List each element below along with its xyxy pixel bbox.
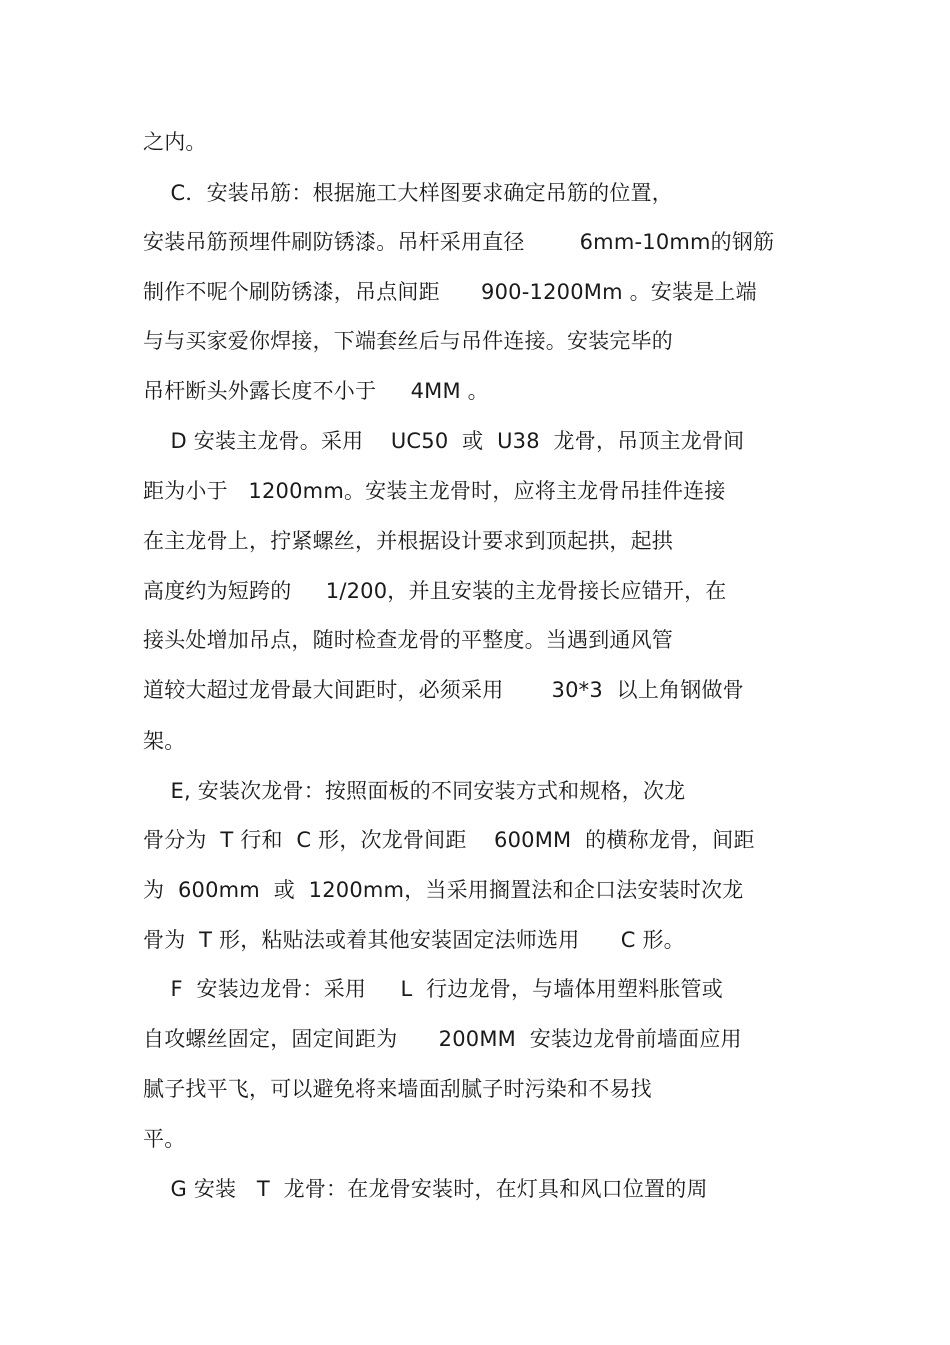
- text-line: 与与买家爱你焊接，下端套丝后与吊件连接。安装完毕的: [143, 329, 673, 353]
- text-line: 为 600mm 或 1200mm，当采用搁置法和企口法安装时次龙: [143, 878, 744, 902]
- text-line: 高度约为短跨的 1/200，并且安装的主龙骨接长应错开，在: [143, 579, 727, 603]
- text-line: 距为小于 1200mm。安装主龙骨时，应将主龙骨吊挂件连接: [143, 479, 726, 503]
- text-line: E, 安装次龙骨：按照面板的不同安装方式和规格，次龙: [143, 779, 686, 803]
- text-line: 骨分为 T 行和 C 形，次龙骨间距 600MM 的横称龙骨，间距: [143, 828, 755, 852]
- text-line: 道较大超过龙骨最大间距时，必须采用 30*3 以上角钢做骨: [143, 678, 744, 702]
- text-line: 接头处增加吊点，随时检查龙骨的平整度。当遇到通风管: [143, 628, 673, 652]
- text-line: C．安装吊筋：根据施工大样图要求确定吊筋的位置，: [143, 181, 673, 205]
- text-line: 安装吊筋预埋件刷防锈漆。吊杆采用直径 6mm-10mm的钢筋: [143, 230, 775, 254]
- text-line: 制作不呢个刷防锈漆，吊点间距 900-1200Mm 。安装是上端: [143, 280, 757, 304]
- text-line: D 安装主龙骨。采用 UC50 或 U38 龙骨，吊顶主龙骨间: [143, 429, 745, 453]
- text-line: 吊杆断头外露长度不小于 4MM 。: [143, 379, 489, 403]
- text-line: 自攻螺丝固定，固定间距为 200MM 安装边龙骨前墙面应用: [143, 1027, 742, 1051]
- text-line: F 安装边龙骨：采用 L 行边龙骨，与墙体用塑料胀管或: [143, 977, 723, 1001]
- text-line: 架。: [143, 729, 186, 753]
- text-line: 平。: [143, 1127, 186, 1151]
- text-line: 腻子找平飞，可以避免将来墙面刮腻子时污染和不易找: [143, 1077, 652, 1101]
- text-line: 之内。: [143, 130, 207, 154]
- text-line: G 安装 T 龙骨：在龙骨安装时，在灯具和风口位置的周: [143, 1177, 708, 1201]
- text-line: 在主龙骨上，拧紧螺丝，并根据设计要求到顶起拱，起拱: [143, 529, 673, 553]
- text-line: 骨为 T 形，粘贴法或着其他安装固定法师选用 C 形。: [143, 928, 685, 952]
